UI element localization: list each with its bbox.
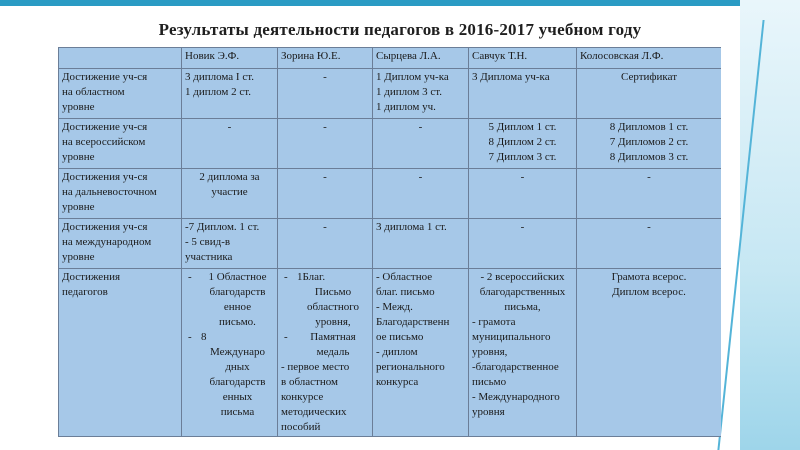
table-cell: - [577,219,722,269]
table-header-row [59,48,722,69]
table-cell: 8 Дипломов 1 ст. 7 Дипломов 2 ст. 8 Дипломов 3 ст. [577,119,722,169]
table-cell: - [373,169,469,219]
table-cell: - 1Благ. Письмо областного уровня, - Памятная медаль - первое место в областном конкурсе методических пособий [278,269,373,437]
table-cell: - [278,119,373,169]
header-novik: Новик Э.Ф. [182,48,278,69]
table-row [59,219,722,269]
table-cell: - [577,169,722,219]
list-item: - Памятная медаль [281,330,369,360]
table-cell: - 2 всероссийских благодарственных письма, - грамота муниципального уровня, -благодарственное письмо - Международного уровня [469,269,577,437]
table-cell: 3 Диплома уч-ка [469,69,577,119]
table-cell: 2 диплома за участие [182,169,278,219]
results-table [58,47,721,437]
table-cell: - [182,119,278,169]
header-corner [59,48,182,69]
row-label: Достижения педагогов [59,269,182,437]
row-label: Достижения уч-ся на дальневосточном уровне [59,169,182,219]
table-cell: - [469,169,577,219]
table-cell: 3 диплома I ст. 1 диплом 2 ст. [182,69,278,119]
results-table-container [58,47,721,450]
table-cell: 3 диплома 1 ст. [373,219,469,269]
header-zorina: Зорина Ю.Е. [278,48,373,69]
achievement-list [281,270,369,360]
achievement-list [185,270,274,420]
row-label: Достижение уч-ся на областном уровне [59,69,182,119]
table-cell: - Областное благ. письмо - Межд. Благодарственн ое письмо - диплом регионального конкурса [373,269,469,437]
table-cell: 1 Диплом уч-ка 1 диплом 3 ст. 1 диплом уч. [373,69,469,119]
table-row [59,69,722,119]
table-cell: - [469,219,577,269]
table-cell: - [278,219,373,269]
header-savchuk: Савчук Т.Н. [469,48,577,69]
table-cell: - [373,119,469,169]
table-cell: 5 Диплом 1 ст. 8 Диплом 2 ст. 7 Диплом 3 ст. [469,119,577,169]
top-accent-bar [0,0,800,6]
row-label: Достижение уч-ся на всероссийском уровне [59,119,182,169]
page-title: Результаты деятельности педагогов в 2016-2017 учебном году [158,20,642,39]
header-kolosovskaya: Колосовская Л.Ф. [577,48,722,69]
table-cell: - [278,169,373,219]
table-cell [182,269,278,437]
table-cell: Сертификат [577,69,722,119]
list-item: - 1 Областное благодарств енное письмо. [185,270,274,330]
header-syrtseva: Сырцева Л.А. [373,48,469,69]
table-cell: Грамота всерос. Диплом всерос. [577,269,722,437]
table-row [59,119,722,169]
table-row [59,169,722,219]
right-decoration [740,0,800,450]
table-cell: -7 Диплом. 1 ст. - 5 свид-в участника [182,219,278,269]
list-item: - 1Благ. Письмо областного уровня, [281,270,369,330]
table-row [59,269,722,437]
list-item: - 8 Междунаро дных благодарств енных письма [185,330,274,420]
row-label: Достижения уч-ся на международном уровне [59,219,182,269]
table-cell: - [278,69,373,119]
